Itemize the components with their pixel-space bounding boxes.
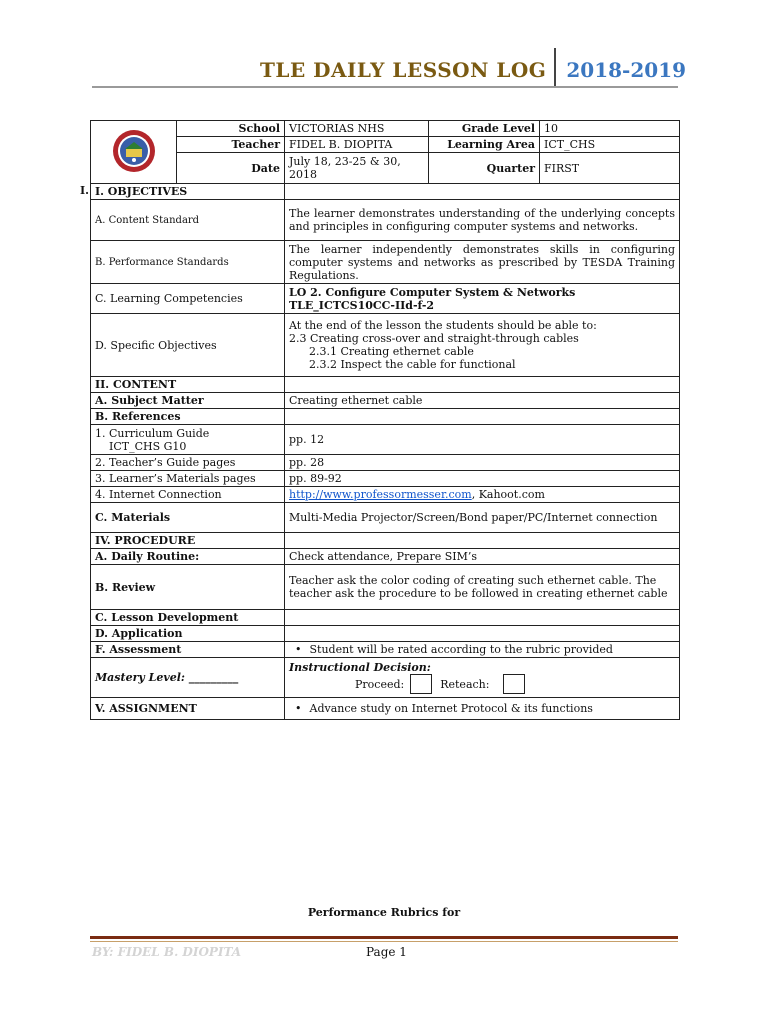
lesson-development-label: C. Lesson Development: [91, 610, 285, 626]
assessment-cell: [285, 642, 680, 658]
procedure-heading: IV. PROCEDURE: [91, 533, 285, 549]
content-heading-blank: [285, 377, 680, 393]
subject-matter-label: A. Subject Matter: [91, 393, 285, 409]
assessment-label: F. Assessment: [91, 642, 285, 658]
instructional-decision-cell: [285, 658, 680, 698]
learners-materials-pages: pp. 89-92: [285, 471, 680, 487]
objectives-heading-blank: [285, 184, 680, 200]
proceed-checkbox[interactable]: [410, 674, 432, 694]
learning-area-value: ICT_CHS: [540, 137, 680, 153]
content-heading: II. CONTENT: [91, 377, 285, 393]
performance-standards-text: The learner independently demonstrates skills in configuring computer systems and networks as prescribed by TESDA Training Regulations.: [285, 241, 680, 284]
date-label: Date: [177, 153, 285, 184]
internet-connection-rest: , Kahoot.com: [471, 488, 545, 501]
learning-area-label: Learning Area: [429, 137, 540, 153]
competency-code: TLE_ICTCS10CC-IId-f-2: [289, 298, 435, 312]
teachers-guide-pages: pp. 28: [285, 455, 680, 471]
lesson-log-table: [90, 120, 680, 720]
header-separator: [554, 48, 556, 88]
school-seal-icon: [112, 129, 156, 173]
header-rule: [92, 86, 678, 88]
curriculum-guide-label-line-2: ICT_CHS G10: [109, 439, 187, 453]
school-year: 2018-2019: [566, 58, 687, 82]
assignment-list: [289, 702, 675, 715]
materials-label: C. Materials: [91, 503, 285, 533]
curriculum-guide-label-line-1: 1. Curriculum Guide: [95, 426, 210, 440]
internet-connection-label: 4. Internet Connection: [91, 487, 285, 503]
objectives-roman-numeral: I.: [80, 184, 89, 197]
document-title: TLE DAILY LESSON LOG: [260, 58, 547, 82]
document-header: [260, 48, 686, 88]
school-value: VICTORIAS NHS: [285, 121, 429, 137]
specific-objectives-sub-1: 2.3.1 Creating ethernet cable: [309, 345, 474, 358]
materials-value: Multi-Media Projector/Screen/Bond paper/PC/Internet connection: [285, 503, 680, 533]
teacher-label: Teacher: [177, 137, 285, 153]
grade-level-label: Grade Level: [429, 121, 540, 137]
school-label: School: [177, 121, 285, 137]
specific-objectives-intro: At the end of the lesson the students should be able to:: [289, 319, 597, 332]
specific-objectives-cell: [285, 314, 680, 377]
teacher-value: FIDEL B. DIOPITA: [285, 137, 429, 153]
instructional-decision-title: Instructional Decision:: [289, 661, 431, 674]
professormesser-link[interactable]: http://www.professormesser.com: [289, 488, 472, 501]
learning-competencies-cell: [285, 284, 680, 314]
quarter-value: FIRST: [540, 153, 680, 184]
references-label: B. References: [91, 409, 285, 425]
footer-rule-thin: [90, 941, 678, 942]
grade-level-value: 10: [540, 121, 680, 137]
daily-routine-label: A. Daily Routine:: [91, 549, 285, 565]
footer-author: BY: FIDEL B. DIOPITA: [92, 945, 242, 959]
procedure-heading-blank: [285, 533, 680, 549]
internet-connection-cell: [285, 487, 680, 503]
review-label: B. Review: [91, 565, 285, 610]
lesson-development-blank: [285, 610, 680, 626]
content-standard-text: The learner demonstrates understanding of the underlying concepts and principles in configuring computer systems and networks.: [285, 200, 680, 241]
instructional-decision-options: [289, 674, 675, 694]
specific-objectives-item: 2.3 Creating cross-over and straight-through cables: [289, 332, 579, 345]
reteach-checkbox[interactable]: [503, 674, 525, 694]
mastery-level-label: Mastery Level: _________: [91, 658, 285, 698]
school-logo-cell: [91, 121, 177, 184]
assessment-item: • Student will be rated according to the rubric provided: [289, 643, 675, 656]
curriculum-guide-label: [91, 425, 285, 455]
assignment-cell: [285, 698, 680, 720]
proceed-label: Proceed:: [355, 677, 405, 691]
teachers-guide-label: 2. Teacher’s Guide pages: [91, 455, 285, 471]
references-blank: [285, 409, 680, 425]
content-standard-label: A. Content Standard: [91, 200, 285, 241]
assessment-list: [289, 643, 675, 656]
assignment-label: V. ASSIGNMENT: [91, 698, 285, 720]
application-blank: [285, 626, 680, 642]
assignment-item: • Advance study on Internet Protocol & its functions: [289, 702, 675, 715]
specific-objectives-sub-2: 2.3.2 Inspect the cable for functional: [309, 358, 516, 371]
learners-materials-label: 3. Learner’s Materials pages: [91, 471, 285, 487]
daily-routine-value: Check attendance, Prepare SIM’s: [285, 549, 680, 565]
learning-competencies-label: C. Learning Competencies: [91, 284, 285, 314]
objectives-heading: I. OBJECTIVES: [91, 184, 285, 200]
subject-matter-value: Creating ethernet cable: [285, 393, 680, 409]
application-label: D. Application: [91, 626, 285, 642]
rubric-title: Performance Rubrics for: [307, 906, 461, 919]
footer-rule-thick: [90, 936, 678, 939]
quarter-label: Quarter: [429, 153, 540, 184]
curriculum-guide-pages: pp. 12: [285, 425, 680, 455]
footer-page-number: Page 1: [366, 945, 407, 959]
competency-line-1: LO 2. Configure Computer System & Networks: [289, 285, 576, 299]
date-value: July 18, 23-25 & 30, 2018: [285, 153, 429, 184]
review-value: Teacher ask the color coding of creating such ethernet cable. The teacher ask the procedure to be followed in creating ethernet cable: [285, 565, 680, 610]
reteach-label: Reteach:: [440, 677, 490, 691]
specific-objectives-label: D. Specific Objectives: [91, 314, 285, 377]
performance-standards-label: B. Performance Standards: [91, 241, 285, 284]
